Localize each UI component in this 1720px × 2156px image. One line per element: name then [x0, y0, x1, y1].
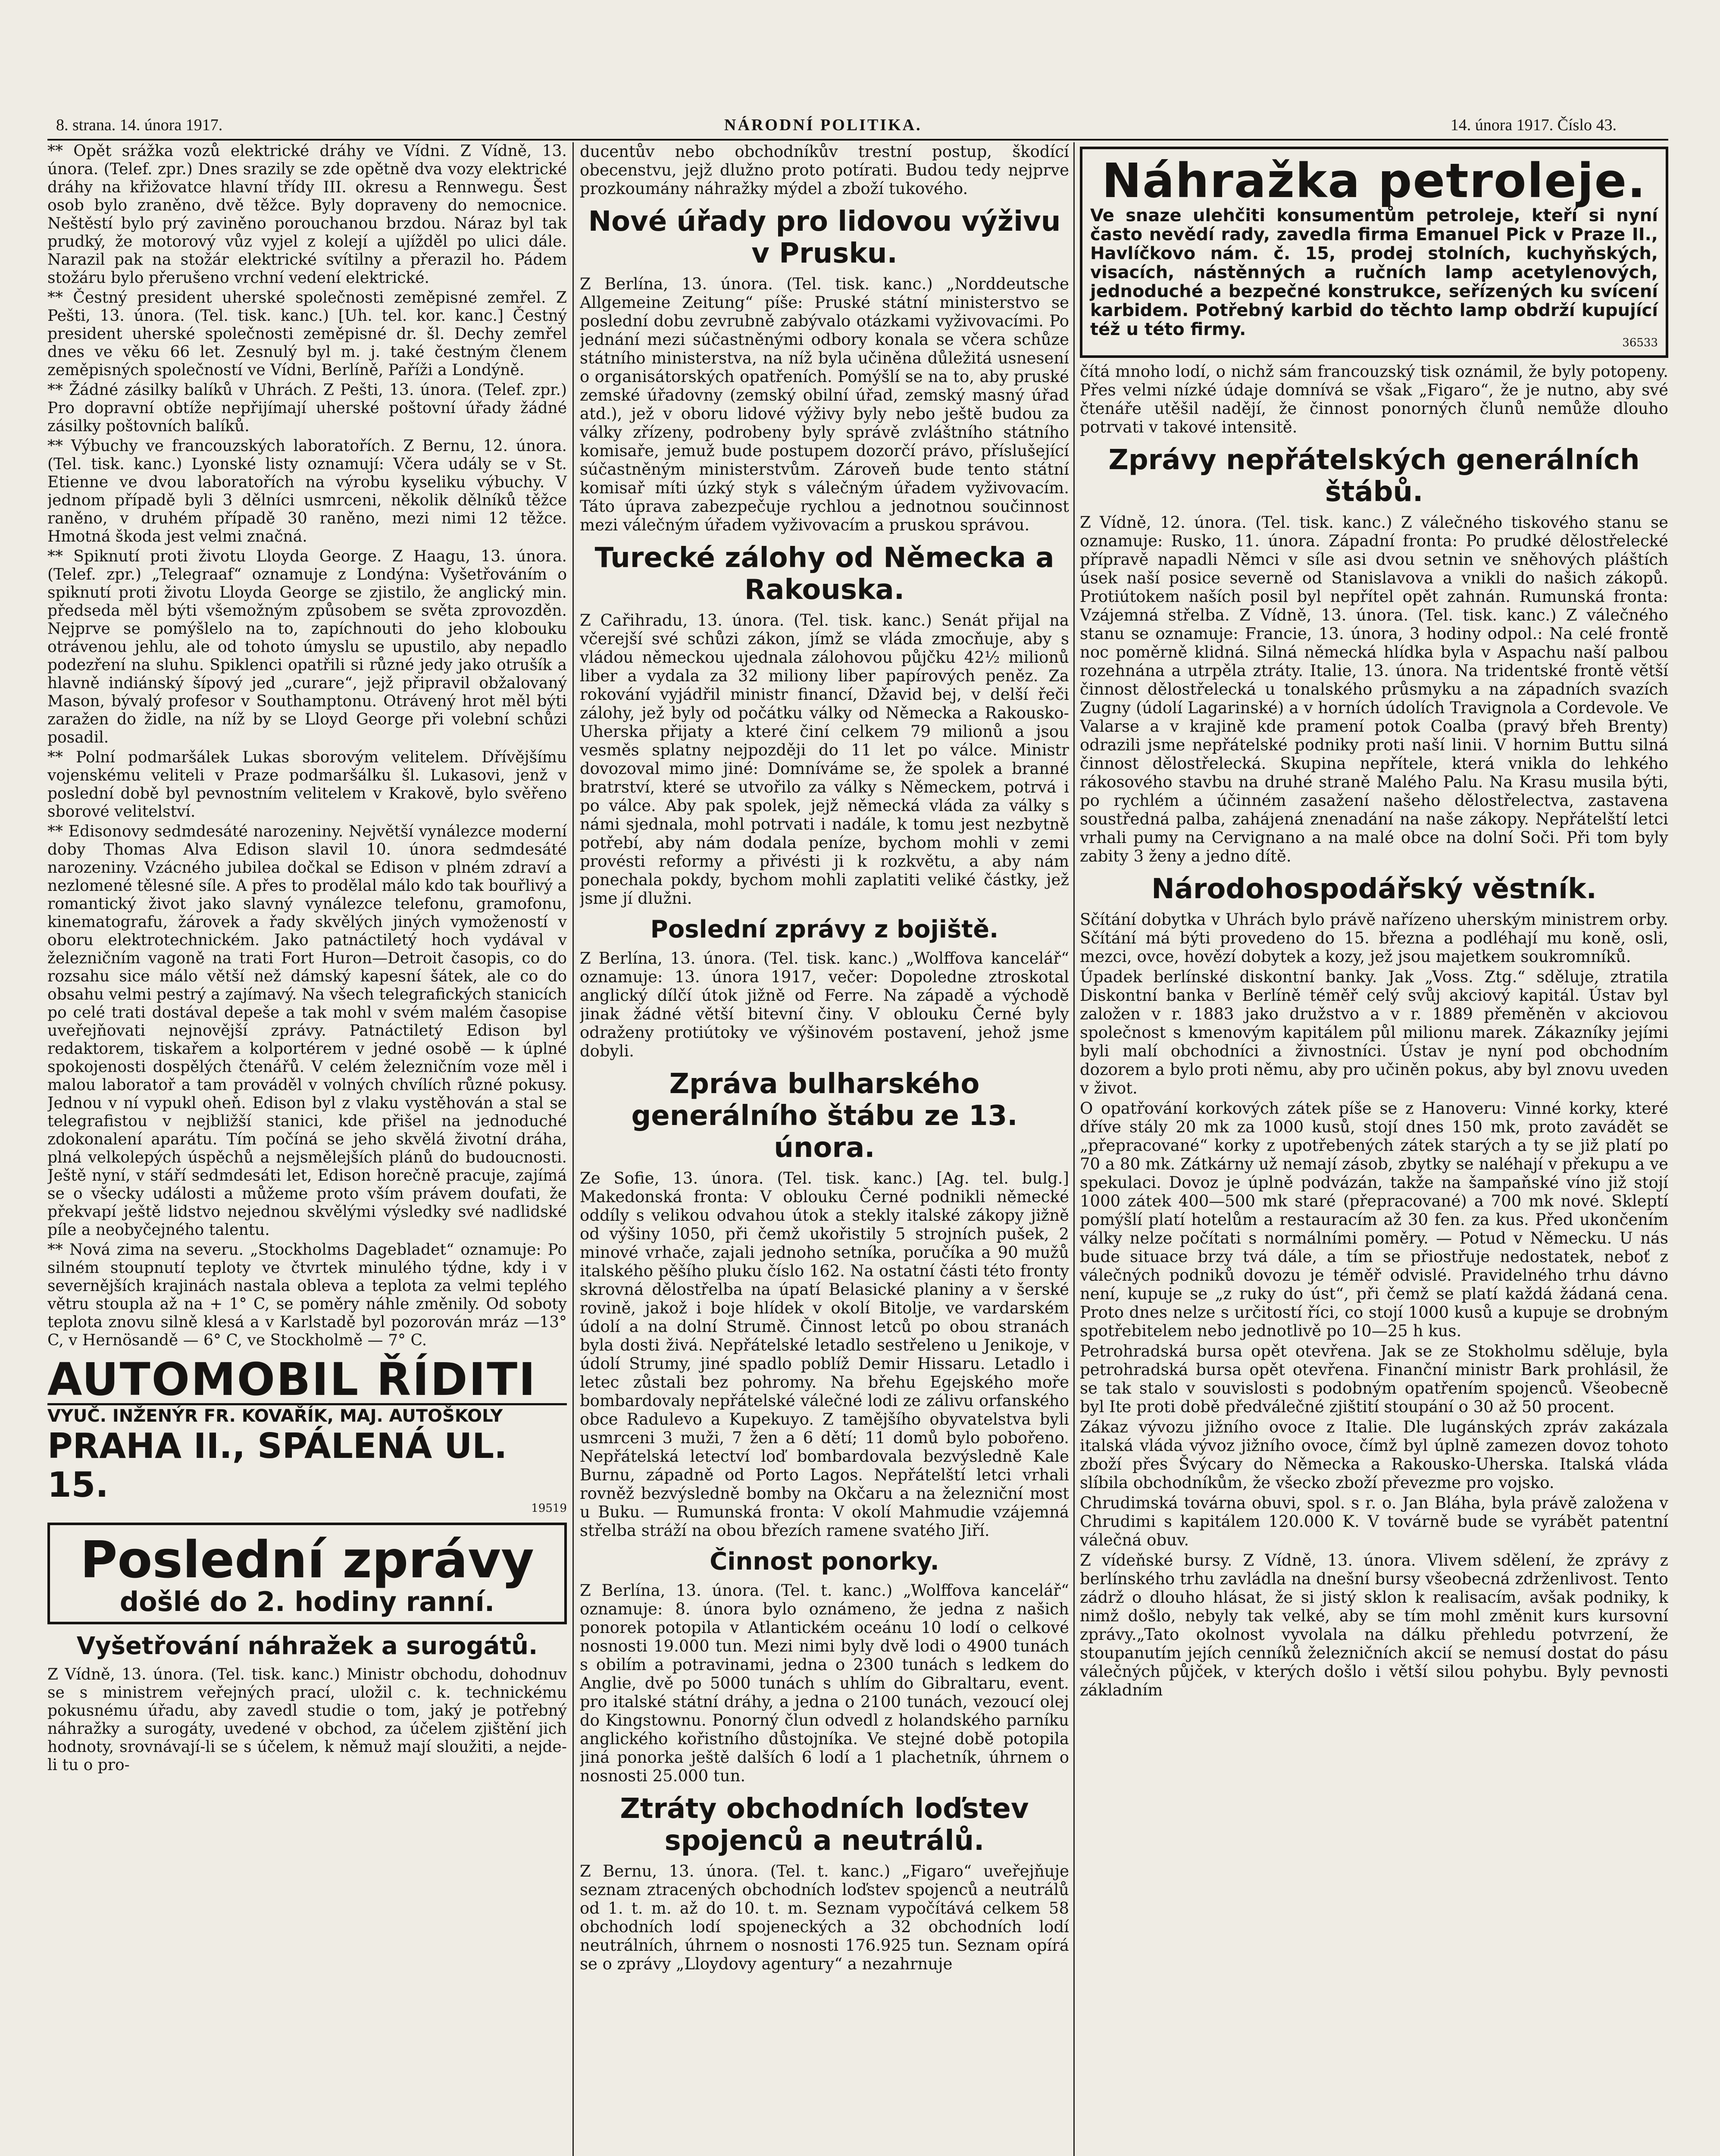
article-lloyd-george-plot: ** Spiknutí proti životu Lloyda George. Z Haagu, 13. února. (Telef. zpr.) „Telegraaf“ oznamuje z Londýna: Vyšetřováním o spiknutí proti životu Lloyda George se zjistilo, že anglický min. předseda měl býti všemožným způsobem se světa zprovozděn. Nejprve se pomýšlelo na to, zapíchnouti do jeho klobouku otrávenou jehlu, ale od tohoto úmyslu se upustilo, aby nepadlo podezření na sluhu. Spiklenci opatřili si různé jedy jako otrušík a hlavně indiánský šípový jed „curare“, jejž připravil obžalovaný Mason, bývalý profesor v Southamptonu. Otrávený hrot měl býti zaražen do židle, na níž by se Lloyd George při volební schůzi posadil. — [47, 548, 567, 746]
header-page-date: 8. strana. 14. února 1917. — [56, 116, 223, 134]
article-geographic-society: ** Čestný president uherské společnosti zeměpisné zemřel. Z Pešti, 13. února. (Tel. tisk. kanc.) [Uh. tel. kor. kanc.] Čestný president uherské společnosti zeměpisné dr. šl. Dechy zemřel dnes ve věku 66 let. Zesnulý byl m. j. také čestným členem zeměpisných společností ve Vídni, Berlíně, Paříži a Londýně. — [47, 289, 567, 379]
article-submarine-activity: Z Berlína, 13. února. (Tel. t. kanc.) „Wolffova kancelář“ oznamuje: 8. února bylo oznámeno, že jedna z našich ponorek potopila v Atlantickém oceánu 10 lodí o celkové nosnosti 19.000 tun. Mezi nimi byly dvě lodi o 4900 tunách s obilím a potravinami, jedna o 2300 tunách s ledkem do Anglie, dvě po 5000 tunách s uhlím do Gibraltaru, event. pro italské státní dráhy, a jedna o 2100 tunách, vezoucí olej do Kingstownu. Ponorný člun odvedl z holandského parníku anglického kořistního důstojníka. Ve stejné době potopila jiná ponorka ještě dalších 6 lodí a 1 plachetník, úhrnem o nosnosti 25.000 tun. — [580, 1581, 1069, 1785]
article-berlin-bank: Úpadek berlínské diskontní banky. Jak „Voss. Ztg.“ sděluje, ztratila Diskontní banka v Berlíně téměř celý svůj akciový kapitál. Ústav byl založen v r. 1883 jako družstvo a v r. 1889 přeměněn v akciovou společnost s kmenovým kapitálem půl milionu marek. Zákazníky jejími byli malí obchodníci a živnostníci. Ústav je nyní pod obchodním dozorem a bylo proti němu, aby pro učiněn pokus, aby byl znovu uveden v život. — [1080, 968, 1668, 1097]
ad-driving-title: AUTOMOBIL ŘÍDITI — [47, 1356, 567, 1405]
column-right — [1080, 142, 1668, 2156]
article-prussia-food: Z Berlína, 13. února. (Tel. tisk. kanc.) „Norddeutsche Allgemeine Zeitung“ píše: Pruské státní ministerstvo se poslední dobu zevrubně zabývalo otázkami vyživovacími. Po jednání mezi súčastněnými odbory konala se včera schůze státního ministerstva, na níž byla učiněna důležitá usnesení o organisátorských opatřeních. Pomýšlí se na to, aby pruské zemské úřadovny (zemský obilní úřad, zemský masný úřad atd.), jež v oboru lidové výživy byly nebo ještě budou za války zřízeny, podrobeny byly správě zvláštního státního komisaře, jemuž bude postupem dozorčí právo, příslušející súčastněným ministerstvům. Zároveň bude tento státní komisař míti úzký styk s válečným úřadem vyživovacím. Táto úprava zabezpečuje rychlou a jednotnou součinnost mezi válečným úřadem vyživovacím a pruskou správou. — [580, 275, 1069, 534]
ad-petroleum-text: Ve snaze ulehčiti konsumentům petroleje, kteří si nyní často nevědí rady, zavedla firma Emanuel Pick v Praze II., Havlíčkovo nám. č. 15, prodej stolních, kuchyňských, visacích, nástěnných a ručních lamp acetylenových, jednoduché a bezpečné konstrukce, seřízených ku svícení karbidem. Potřebný karbid do těchto lamp obdrží kupující též u této firmy. — [1090, 206, 1658, 339]
header-masthead: NÁRODNÍ POLITIKA. — [724, 116, 922, 134]
article-italy-fruit-ban: Zákaz vývozu jižního ovoce z Italie. Dle lugánských zpráv zakázala italská vláda vývoz jižního ovoce, čímž byl úplně zamezen dovoz tohoto zboží přes Švýcary do Německa a Rakousko-Uherska. Italská vláda slíbila obchodníkům, že všecko zboží převezme pro vojsko. — [1080, 1418, 1668, 1492]
article-petrograd-exchange: Petrohradská bursa opět otevřena. Jak se ze Stokholmu sděluje, byla petrohradská bursa opět otevřena. Finanční ministr Bark prohlásil, že se tak stalo v souvislosti s podobným opatřením spojenců. Všeobecně byl Ite proti době předválečné zjištití stoupání o 30 až 50 procent. — [1080, 1342, 1668, 1416]
column-left — [47, 142, 567, 2156]
headline-turkish-advances: Turecké zálohy od Německa a Rakouska. — [594, 542, 1054, 606]
article-edison-birthday: ** Edisonovy sedmdesáté narozeniny. Největší vynálezce moderní doby Thomas Alva Edison slavil 10. února sedmdesáté narozeniny. Vzácného jubilea dočkal se Edison v plném zdraví a nezlomené tělesné síle. A přes to prodělal málo kdo tak bouřlivý a romantický život jako slavný vynálezce telefonu, gramofonu, kinematografu, žárovek a řady skvělých jiných vymožeností v oboru elektrotechnickém. Jako patnáctiletý hoch vydával v železničním vagoně na trati Fort Huron—Detroit časopis, co do rozsahu sice málo větší než dámský kapesní šátek, ale co do obsahu velmi pestrý a zajímavý. Na všech telegrafických stanicích po celé trati dostával depeše a tak mohl v svém malém časopise uveřejňovati nejnovější zprávy. Patnáctiletý Edison byl redaktorem, tiskařem a kolportérem v jedné osobě — k úplné spokojenosti dospělých čtenářů. V celém železničním voze měl i malou laboratoř a tam prováděl v volných chvílích různé pokusy. Jednou v ní vypukl oheň. Edison byl z vlaku vystěhován a stal se telegrafistou v nejbližší stanici, kde přišel na jednoduché zdokonalení aparátu. Tím počíná se jeho skvělá životní dráha, plná velkolepých úspěchů a nejsmělejších plánů do budoucnosti. Ještě nyní, v stáří sedmdesáti let, Edison horečně pracuje, zajímá se o všecky události a můžeme proto vším právem doufati, že překvapí ještě lidstvo nejednou skvělými výsledky své nadlidské píle a neobyčejného talentu. — [47, 823, 567, 1239]
ad-driving-instructor: VYUČ. INŽENÝR FR. KOVAŘÍK, MAJ. AUTOŠKOLY — [47, 1406, 503, 1426]
column-divider — [572, 142, 574, 2156]
article-lukas-commander: ** Polní podmaršálek Lukas sborovým velitelem. Dřívějšímu vojenskému veliteli v Praze podmaršálku šl. Lukasovi, jenž v poslední době byl pevnostním velitelem v Krakově, bylo svěřeno sborové velitelství. — [47, 749, 567, 821]
latest-news-subtitle: došlé do 2. hodiny ranní. — [119, 1586, 495, 1617]
article-chrudim-shoes: Chrudimská továrna obuvi, spol. s r. o. Jan Bláha, byla právě založena v Chrudimi s kapitálem 120.000 K. V továrně bude se vyrábět patentní válečná obuv. — [1080, 1494, 1668, 1549]
page-header — [34, 116, 1668, 138]
header-issue-number: 14. února 1917. Číslo 43. — [1450, 116, 1617, 134]
article-surrogates-cont: ducentův nebo obchodníkův trestní postup, škodící obecenstvu, jejž dlužno proto potírati. Budou tedy nejprve prozkoumány náhražky mýdel a zboží tukového. — [580, 142, 1069, 198]
ad-petroleum-code: 36533 — [1622, 336, 1658, 349]
column-middle — [580, 142, 1069, 2156]
headline-submarine-activity: Činnost ponorky. — [710, 1548, 939, 1576]
article-lab-explosions: ** Výbuchy ve francouzských laboratořích. Z Bernu, 12. února. (Tel. tisk. kanc.) Lyonské listy oznamují: Včera udály se v St. Etienne ve dvou laboratořích na výrobu kyseliku výbuchy. V jednom případě byli 3 dělníci usmrceni, několik dělníků těžce raněno, v druhém případě 30 raněno, mezi nimi 12 těžce. Hmotná škoda jest velmi značná. — [47, 437, 567, 545]
article-battlefield-news: Z Berlína, 13. února. (Tel. tisk. kanc.) „Wolffova kancelář“ oznamuje: 13. února 1917, večer: Dopoledne ztroskotal anglický dílčí útok jižně od Ferre. Na západě a východě jinak žádné větší bitevní činy. V oblouku Černé byly odraženy protiútoky ve výšinovém postavení, jehož jsme dobyli. — [580, 949, 1069, 1060]
latest-news-box — [47, 1523, 567, 1624]
headline-bulgarian-staff: Zpráva bulharského generálního štábu ze 13. února. — [631, 1068, 1018, 1164]
article-bulgarian-staff: Ze Sofie, 13. února. (Tel. tisk. kanc.) [Ag. tel. bulg.] Makedonská fronta: V oblouku Černé podnikli německé oddíly s velikou odvahou útok a stekly italské zákopy jižně od výšiny 1050, při čemž ukořistily 5 strojních pušek, 2 minové vrhače, zajali jednoho setníka, poručíka a 90 mužů italského pěšího pluku číslo 162. Na ostatní části této fronty skrovná dělostřelba na úpatí Belasické planiny a v šerské rovině, jakož i boje hlídek v okolí Bitolje, ve vardarském údolí a na dolní Strumě. Činnost letců po obou stranách byla dosti živá. Nepřátelské letadlo sestřeleno u Jenikoje, v údolí Strumy, jiné spadlo poblíž Demir Hissaru. Letadlo i letec zůstali bez pohromy. Na břehu Egejského moře bombardovaly nepřátelské válečné lodi ze zálivu orfanského obce Radulevo a Kupekuyo. Z tamějšího obyvatelstva byli usmrceni 3 muži, 7 žen a 6 dětí; 11 domů bylo pobořeno. Nepřátelská letectví loď bombardovala bezvýsledně Kale Burnu, západně od Porto Lagos. Nepřátelští letci vrhali rovněž bezvýsledně bomby na Okčaru a na železniční most u Buku. — Rumunská fronta: V okolí Mahmudie vzájemná střelba stráží na obou březích ramene svatého Jiří. — [580, 1169, 1069, 1540]
headline-surrogates: Vyšetřování náhražek a surogátů. — [76, 1632, 538, 1660]
latest-news-title: Poslední zprávy — [80, 1530, 535, 1589]
article-cork-stoppers: O opatřování korkových zátek píše se z Hanoveru: Vinné korky, které dříve stály 20 mk za 1000 kusů, stojí dnes 150 mk, proto zavádět se „přepracované“ korky z upotřebených zátek starých a ty se již platí po 70 a 80 mk. Zátkárny už nemají zásob, zbytky se naléhají v překupu a ve spekulaci. Dovoz je úplně podvázán, takže na šampaňské víno již stojí 1000 zátek 400—500 mk staré (přepracované) a 700 mk nové. Skleptí pomýšlí platí hotelům a restauracím až 30 fen. za kus. Před ukončením války nelze počítati s normálními poměry. — Potud v Německu. U nás bude situace brzy tvá dále, a tím se přiostřuje nedostatek, neboť z válečných podniků dovozu je téměř odvislé. Pravidelného trhu dávno není, kupuje se „z ruky do úst“, při čemž se platí každá žádaná cena. Proto dnes nelze s určitostí říci, co stojí 1000 kusů a kupuje se drobným spotřebitelem nebo jednotlivě po 10—25 h kus. — [1080, 1099, 1668, 1340]
article-surrogates: Z Vídně, 13. února. (Tel. tisk. kanc.) Ministr obchodu, dohodnuv se s ministrem veřejných prací, uložil c. k. technickému pokusnému úřadu, aby zavedl studie o tom, jaký je potřebný náhražky a surogáty, uvedené v obchod, za účelem zjištění jich hodnoty, srovnávají-li se s účelem, k němuž mají sloužiti, a nejde-li tu o pro- — [47, 1666, 567, 1774]
article-enemy-staff-reports: Z Vídně, 12. února. (Tel. tisk. kanc.) Z válečného tiskového stanu se oznamuje: Rusko, 11. února. Západní fronta: Po prudké dělostřelecké přípravě napadli Němci v síle asi dvou setnin ve sněhových pláštích úsek naší posice severně od Stanislavova a vnikli do našich zákopů. Protiútokem naších posil byl nepřítel opět zahnán. Rumunská fronta: Vzájemná střelba. Z Vídně, 13. února. (Tel. tisk. kanc.) Z válečného stanu se oznamuje: Francie, 13. února, 3 hodiny odpol.: Na celé frontě noc poměrně klidná. Silná německá hlídka byla v Aspachu naší palbou rozehnána a utrpěla ztráty. Italie, 13. února. Na tridentské frontě větší činnost dělostřelecká u tonalského průsmyku a na západních svazích Zugny (údolí Lagarinské) a v horních údolích Travignola a Cordevole. Ve Valarse a v krajině kde pramení potok Coalba (pravý břeh Brenty) odrazili jsme nepřátelské podniky proti naší linii. V hornim Buttu silná činnost dělostřelecká. Skupina nepřítele, která vnikla do lehkého rákosového stavbu na druhé straně Malého Palu. Na Krasu musila býti, po rychlém a účinném zasažení našeho dělostřelectva, zastavena soustředná palba, zahájená znenadání na naše zákopy. Nepřátelští letci vrhali pumy na Cervignano a na malé obce na dolní Soči. Při tom byly zabity 3 ženy a jedno dítě. — [1080, 513, 1668, 865]
advertisement-petroleum-substitute — [1080, 147, 1668, 358]
article-livestock-census: Sčítání dobytka v Uhrách bylo právě nařízeno uherským ministrem orby. Sčítání má býti provedeno do 15. března a podléhají mu koně, osli, mezci, ovce, hovězí dobytek a kozy, jež jsou majetkem soukromníků. — [1080, 910, 1668, 966]
headline-merchant-losses: Ztráty obchodních loďstev spojenců a neutrálů. — [620, 1793, 1029, 1857]
article-merchant-losses-cont: čítá mnoho lodí, o nichž sám francouzský tisk oznámil, že byly potopeny. Přes velmi nízké údaje domnívá se však „Figaro“, že je nutno, aby své čtenáře utěšil nadějí, že činnost ponorných člunů nemůže dlouho potrvati v takové intensitě. — [1080, 362, 1668, 436]
headline-battlefield-news: Poslední zprávy z bojiště. — [650, 915, 999, 943]
headline-prussia-food: Nové úřady pro lidovou výživu v Prusku. — [588, 206, 1061, 270]
headline-economic-bulletin: Národohospodářský věstník. — [1151, 873, 1597, 905]
ad-driving-code: 19519 — [531, 1502, 567, 1515]
headline-enemy-staff-reports: Zprávy nepřátelských generálních štábů. — [1108, 444, 1640, 508]
ad-driving-address: PRAHA II., SPÁLENÁ UL. 15. — [47, 1426, 507, 1505]
article-tram-crash: ** Opět srážka vozů elektrické dráhy ve Vídni. Z Vídně, 13. února. (Telef. zpr.) Dnes srazily se zde opětně dva vozy elektrické dráhy na křižovatce hlavní třídy III. okresu a Rennwegu. Šest osob bylo zraněno, dvě těžce. Byly dopraveny do nemocnice. Neštěstí bylo prý zaviněno porouchanou brzdou. Náraz byl tak prudký, že motorový vůz vyjel z kolejí a ujížděl po ulici dále. Narazil pak na stožár elektrické svítilny a přerazil ho. Pádem stožáru bylo přerušeno vrchní vedení elektrické. — [47, 142, 567, 287]
article-new-winter: ** Nová zima na severu. „Stockholms Dagebladet“ oznamuje: Po silném stoupnutí teploty ve čtvrtek minulého týdne, kdy i v severnějších krajinách nastala obleva a teplota za velmi teplého větru stoupla až na + 1° C, se poměry náhle změnily. Od soboty teplota znovu silně klesá a v Karlstadě byl pozorován mráz —13° C, v Hernösandě — 6° C, ve Stockholmě — 7° C. — [47, 1241, 567, 1349]
advertisement-driving-school — [47, 1353, 567, 1515]
article-vienna-exchange: Z vídeňské bursy. Z Vídně, 13. února. Vlivem sdělení, že zprávy z berlínského trhu zavládla na dnešní bursy všeobecná zdrženlivost. Tento zádrž o dlouho hlásat, že si jistý sklon k realisacím, avšak podniky, k nimž došlo, nebyly tak velké, aby se tím mohl změnit kurs kursovní zprávy.„Tato okolnost vyvolala na dálku přehledu potvrzení, že stoupanutím jejích cenníků železničních akcií se nemusí dostat do pásu válečných půjček, v kterých došlo i větší silou pohybu. Byly pevnosti základním — [1080, 1551, 1668, 1699]
article-merchant-losses: Z Bernu, 13. února. (Tel. t. kanc.) „Figaro“ uveřejňuje seznam ztracených obchodních loďstev spojenců a neutrálů od 1. t. m. až do 10. t. m. Seznam vypočítává celkem 58 obchodních lodí spojeneckých a 32 obchodních lodí neutrálních, úhrnem o nosnosti 176.925 tun. Seznam opírá se o zprávy „Lloydovy agentury“ a nezahrnuje — [580, 1862, 1069, 1973]
column-divider — [1073, 142, 1075, 2156]
ad-petroleum-title: Náhražka petroleje. — [1102, 153, 1646, 208]
article-parcels-hungary: ** Žádné zásilky balíků v Uhrách. Z Pešti, 13. února. (Telef. zpr.) Pro dopravní obtíže nepřijímají uherské poštovní úřady žádné zásilky poštovních balíků. — [47, 381, 567, 435]
header-rule — [47, 139, 1668, 141]
article-turkish-advances: Z Cařihradu, 13. února. (Tel. tisk. kanc.) Senát přijal na včerejší své schůzi zákon, jímž se vláda zmocňuje, aby s vládou německou ujednala zálohovou půjčku 42½ milionů liber a vydala za 32 miliony liber papírových peněz. Za rokování vyjádřil ministr financí, Džavid bej, v delší řeči zálohy, jež byly od počátku války od Německa a Rakousko-Uherska přijaty a které činí celkem 79 milionů a jsou vesměs splatny nejpozději do 11 let po válce. Ministr dovozoval mimo jiné: Domníváme se, že spolek a branné bratrství, které se utvořilo za války s Německem, potrvá i po válce. Aby pak spolek, jejž německá vláda za války s námi sjednala, mohl potrvati i nadále, k tomu jest nezbytně potřebí, aby nám dodala peníze, bychom mohli v zemi provésti reformy a přivésti ji k rozkvětu, a aby nám ponechala pokdy, bychom mohli zaplatiti veliké částky, jež jsme jí dlužni. — [580, 611, 1069, 908]
